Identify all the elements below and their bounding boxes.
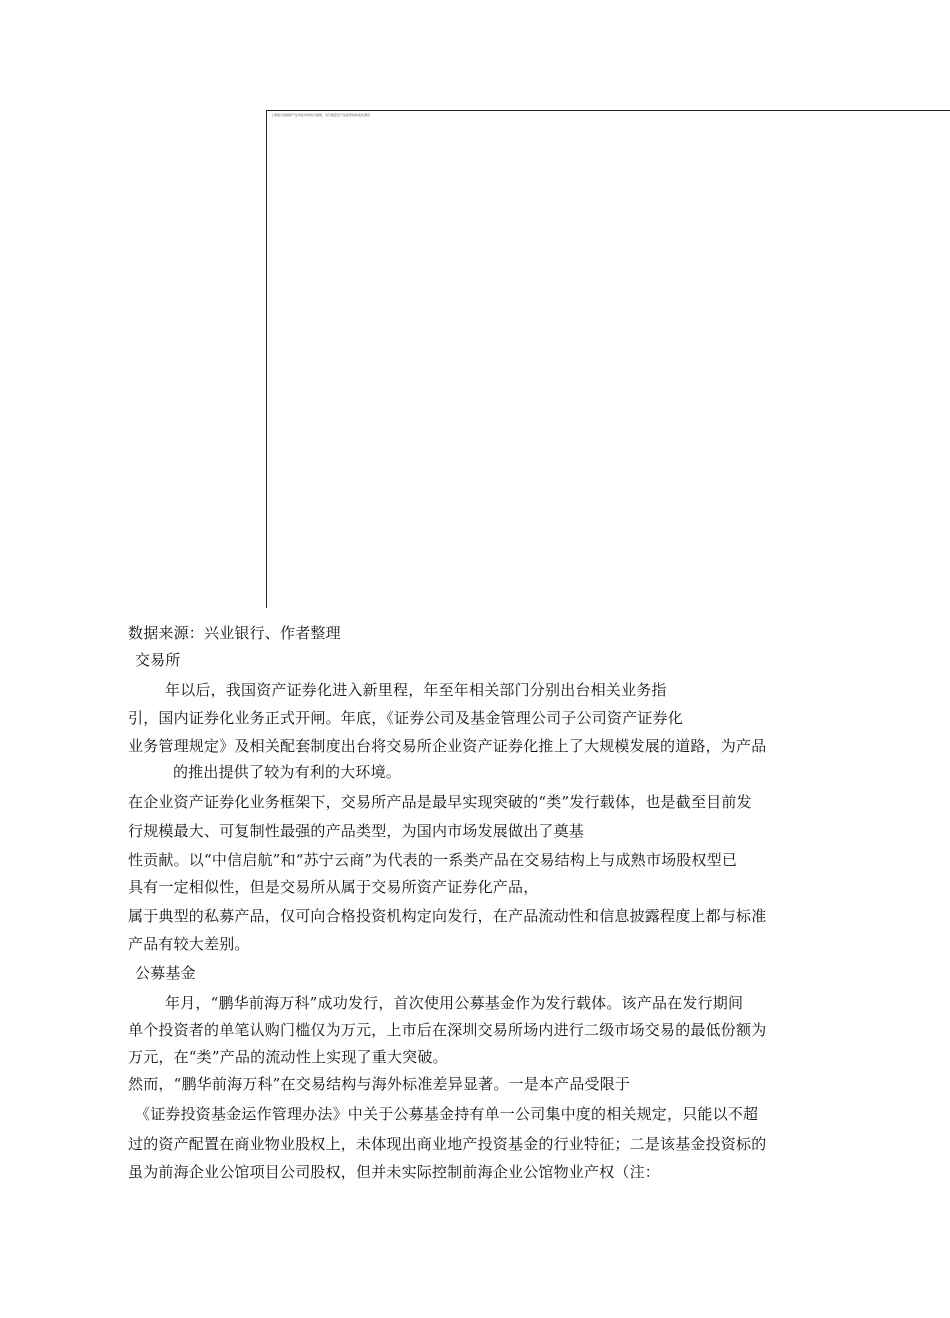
section-heading-public-fund: 公募基金 — [135, 964, 196, 982]
paragraph-line: 万元，在“类”产品的流动性上实现了重大突破。 — [128, 1048, 448, 1066]
paragraph-line: 业务管理规定》及相关配套制度出台将交易所企业资产证券化推上了大规模发展的道路，为产品 — [128, 737, 767, 755]
paragraph-line: 属于典型的私募产品，仅可向合格投资机构定向发行，在产品流动性和信息披露程度上都与标准 — [128, 907, 767, 925]
paragraph-line: 具有一定相似性，但是交易所从属于交易所资产证券化产品， — [128, 878, 539, 896]
paragraph-line: 单个投资者的单笔认购门槛仅为万元，上市后在深圳交易所场内进行二级市场交易的最低份额为 — [128, 1021, 767, 1039]
paragraph-line: 然而，“鹏华前海万科”在交易结构与海外标准差异显著。一是本产品受限于 — [128, 1075, 631, 1093]
paragraph-line: 年月，“鹏华前海万科”成功发行，首次使用公募基金作为发行载体。该产品在发行期间 — [165, 994, 744, 1012]
paragraph-line: 的推出提供了较为有利的大环境。 — [173, 763, 402, 781]
paragraph-line: 性贡献。以“中信启航”和“苏宁云商”为代表的一系类产品在交易结构上与成熟市场股权型已 — [128, 851, 738, 869]
chart-figure-frame — [266, 110, 950, 608]
source-note: 数据来源：兴业银行、作者整理 — [128, 624, 341, 642]
paragraph-line: 年以后，我国资产证券化进入新里程，年至年相关部门分别出台相关业务指 — [165, 681, 667, 699]
figure-tiny-caption: 上图展示我国资产证券化市场发行规模、发行数量及产品类型结构变化情况 — [271, 113, 371, 117]
paragraph-line: 过的资产配置在商业物业股权上，未体现出商业地产投资基金的行业特征；二是该基金投资标的 — [128, 1135, 767, 1153]
paragraph-line: 虽为前海企业公馆项目公司股权，但并未实际控制前海企业公馆物业产权（注： — [128, 1163, 661, 1181]
paragraph-line: 行规模最大、可复制性最强的产品类型，为国内市场发展做出了奠基 — [128, 822, 585, 840]
paragraph-line: 《证券投资基金运作管理办法》中关于公募基金持有单一公司集中度的相关规定，只能以不超 — [135, 1105, 759, 1123]
section-heading-exchange: 交易所 — [135, 651, 181, 669]
paragraph-line: 引，国内证券化业务正式开闸。年底，《证券公司及基金管理公司子公司资产证券化 — [128, 709, 683, 727]
paragraph-line: 产品有较大差别。 — [128, 935, 250, 953]
paragraph-line: 在企业资产证券化业务框架下，交易所产品是最早实现突破的“类”发行载体，也是截至目前发 — [128, 793, 752, 811]
